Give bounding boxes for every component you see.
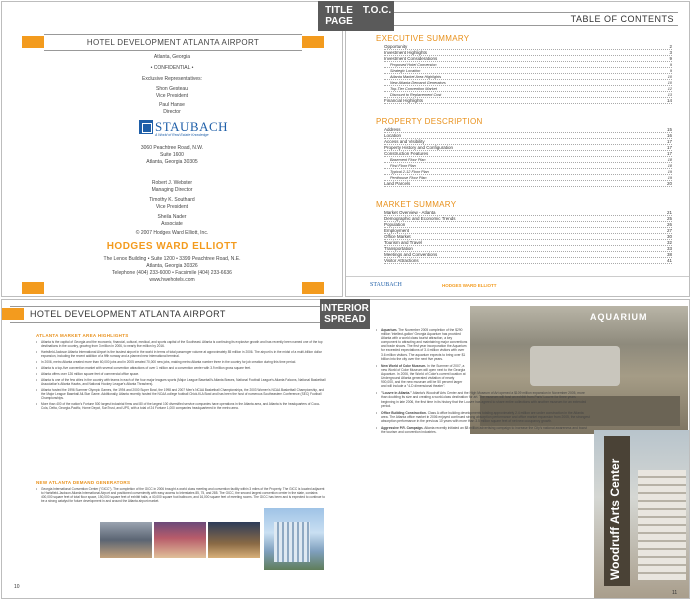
rep2-name: Paul Hanse [159, 102, 185, 108]
toc-entry-label: Financial Highlights [384, 98, 424, 103]
list-item: • Atlanta is one of the few cities in the country with teams in each of the four major leagues sports (Major League Baseball's Atlanta Braves, National Football League's Atlanta Falcons, National Basketball Association's Atlanta Hawks, and National Hockey League's Atlanta Thrashers). [36, 378, 326, 386]
spread-header: HOTEL DEVELOPMENT ATLANTA AIRPORT [10, 306, 330, 323]
toc-entry-label: Penthouse Floor Plan [390, 176, 427, 180]
list-item [376, 328, 468, 361]
list-item: • Atlanta is the capital of Georgia and the economic, financial, cultural, medical, and sports capital of the Southeast. Atlanta is continuing its explosive growth and has recently been named one of the top destinations in the country, growing from 3 million in 2006, to nearly five million by 2016. [36, 340, 326, 348]
toc-entry-page: 32 [666, 240, 672, 245]
toc-entry-label: Basement Floor Plan [390, 158, 426, 162]
list-item [376, 364, 468, 389]
orange-accent-left [22, 36, 44, 48]
list-item: • Atlanta hosted the 1996 Summer Olympic Games, the 1994 and 2000 Super Bowl, the 1998 and 2007 Men's NCAA Basketball Championships, the 2003 Women's NCAA Basketball Championship, and the Major League Baseball All-Star Game. Additionally, Atlanta recently hosted the NCAA college football Chick-fil-A Bowl and has been the host of numerous Southeastern Conference (SEC) Football Championships. [36, 388, 326, 400]
toc-entry-page: 16 [666, 133, 672, 138]
list-item-text: Class A office building developments totaling approximately 2.4 million are under construction in the Atlanta area. The Atlanta office market in 2006 enjoyed continued strong absorption performance and office market expansion from 2005, the strongest absorption performance in the previous 10 years with more than 3.5 million square feet of net new occupancy growth. [381, 410, 590, 423]
toc-entry-page: 18 [667, 158, 672, 162]
toc-entry-page: 9 [669, 69, 672, 73]
section-heading-demand-generators: NEW ATLANTA DEMAND GENERATORS [36, 480, 131, 485]
woodruff-arts-center-photo [594, 430, 690, 598]
toc-entry-page: 26 [666, 222, 672, 227]
toc-entry-label: Visitor Attractions [384, 258, 419, 263]
toc-entry-label: Investment Considerations [384, 56, 438, 61]
toc-entry-label: Construction Features [384, 151, 429, 156]
toc-entry-page: 19 [667, 176, 672, 180]
toc-entry-page: 9 [669, 56, 672, 61]
list-item-text: Atlanta recently initiated an $8 million advertising campaign to increase the City's national awareness and boost the tourism and convention industries. [381, 425, 587, 435]
person2-title: Vice President [155, 204, 189, 210]
toc-entry-page: 30 [666, 234, 672, 239]
list-item-heading: Office Building Construction. [381, 410, 427, 415]
footer-hwe-logo: HODGES WARD ELLIOTT [442, 283, 497, 288]
toc-entry-label: Strategic Location [390, 69, 421, 73]
toc-panel [345, 1, 690, 297]
person3-title: Associate [161, 221, 183, 227]
copyright: © 2007 Hodges Ward Elliott, Inc. [135, 230, 209, 236]
toc-section-title: PROPERTY DESCRIPTION [376, 117, 483, 126]
list-item-text: Atlanta's Woodruff Arts Center and the High Museum of Art opened a $109 million expansion in November 2005, more than doubling its size and creating a world-class destination for art. The museum will host an exhibit from Paris' Louvre for three years beginning in late 2006, the first time in its history that the Louvre has agreed to share entire collections with another museum for an extended period. [381, 391, 587, 408]
list-item [376, 411, 591, 423]
tab-title-page[interactable]: TITLE PAGE [318, 1, 360, 31]
toc-entry-label: First Floor Plan [390, 164, 416, 168]
toc-entry-page: 10 [667, 81, 672, 85]
toc-entry-label: Employment [384, 228, 410, 233]
list-item-heading: New World of Coke Museum. [381, 363, 427, 368]
attractions-list [376, 328, 611, 437]
toc-entry-label: Tourism and Travel [384, 240, 423, 245]
tab-toc[interactable]: T.O.C. [360, 1, 394, 31]
toc-section-title: EXECUTIVE SUMMARY [376, 34, 470, 43]
toc-entry-label: Market Overview - Atlanta [384, 210, 436, 215]
ballroom-photo [154, 522, 206, 558]
toc-entry-label: Meetings and Conventions [384, 252, 438, 257]
convention-center-exterior-photo [264, 508, 324, 570]
list-item-text: The November 2005 completion of the $290 million 'intellect-gallon' Georgia Aquarium has provided Atlanta with a world class tourist attraction, a key component to attracting and maintaining major conventions and trade shows. The first year incorporation the Aquarium for exceeded expectations of 3.4 million visitors with over 3.6 million visitors. The aquarium expects to bring over $1 billion into the city over the next five years. [381, 328, 468, 361]
toc-entry-label: Location [384, 133, 402, 138]
reps-label: Exclusive Representatives: [141, 76, 203, 82]
toc-entry-label: Opportunity [384, 44, 408, 49]
hwe-phone: Telephone (404) 233-6000 • Facsimile (404) 233-6636 [112, 270, 232, 276]
photo-caption: AQUARIUM [590, 312, 648, 322]
toc-entry-label: Land Parcels [384, 181, 411, 186]
confidential-label: • CONFIDENTIAL • [150, 65, 194, 71]
title-location: Atlanta, Georgia [153, 54, 191, 60]
toc-entry-label: Typical 2-12 Floor Plan [390, 170, 429, 174]
toc-list-executive [384, 44, 672, 104]
museum-building [638, 470, 686, 580]
convention-interior-photo [100, 522, 152, 558]
rep2-title: Director [163, 109, 181, 115]
sign-pylon [604, 436, 630, 586]
toc-entry-page: 17 [666, 139, 672, 144]
page-number-right: 11 [672, 590, 678, 596]
rep1-title: Vice President [155, 93, 189, 99]
title-page-panel [1, 1, 343, 297]
footer-staubach-logo: STAUBACH [370, 282, 402, 288]
hwe-logo-text: HODGES WARD ELLIOTT [106, 241, 238, 252]
toc-entry-page: 41 [666, 258, 672, 263]
toc-entry-label: Top-Tier Convention Market [390, 87, 437, 91]
list-item [376, 426, 591, 434]
list-item: • In 2006, metro Atlanta created more than 60,000 jobs and in 2005 created 70,000 new jobs, making metro Atlanta number three in the country for job creation during this time period. [36, 360, 326, 364]
toc-entry-label: Atlanta Market Area Highlights [390, 75, 442, 79]
list-item: • Atlanta is a top-five convention market with several convention attractions of over 1 million and a convention center with 3.9 million gross square feet. [36, 366, 326, 370]
building-facade [274, 522, 310, 562]
list-item [376, 391, 591, 407]
list-item-heading: Aquarium. [381, 328, 398, 332]
person3-name: Sheila Nader [157, 214, 187, 220]
staubach-logo-text: STAUBACH [155, 119, 229, 134]
hall-photo [208, 522, 260, 558]
toc-entry-page: 20 [666, 181, 672, 186]
toc-header: TABLE OF CONTENTS [364, 12, 678, 26]
toc-entry-label: Property History and Configuration [384, 145, 454, 150]
toc-entry-page: 3 [669, 50, 672, 55]
toc-entry-page: 12 [667, 87, 672, 91]
section-heading-market-highlights: ATLANTA MARKET AREA HIGHLIGHTS [36, 333, 129, 338]
title-page-header: HOTEL DEVELOPMENT ATLANTA AIRPORT [44, 34, 302, 51]
toc-entry-label: Address [384, 127, 401, 132]
address-line-1: 3060 Peachtree Road, N.W. [140, 145, 204, 151]
hwe-address-2: Atlanta, Georgia 30326 [146, 263, 198, 269]
person2-name: Timothy K. Southard [149, 197, 195, 203]
woodruff-sign-text: Woodruff Arts Center [608, 458, 622, 580]
toc-entry-label: Investment Highlights [384, 50, 428, 55]
toc-entry-page: 10 [667, 75, 672, 79]
toc-entry-page: 15 [666, 127, 672, 132]
toc-entry-label: Office Market [384, 234, 411, 239]
toc-entry-page: 25 [666, 216, 672, 221]
toc-list-property [384, 127, 672, 187]
toc-entry-page: 2 [669, 44, 672, 49]
toc-entry-label: Access and Visibility [384, 139, 425, 144]
toc-entry-page: 17 [666, 145, 672, 150]
orange-accent-bottom-left [22, 282, 44, 294]
list-item-text: In the Summer of 2007, a new World of Coke Museum will open next to the Georgia Aquarium. In 2006, the World of Coke's current location at Underground Atlanta generated visitation of nearly 900,000, and the new museum will be 50 percent larger and will include a "4-D dimensional theater". [381, 363, 466, 389]
hwe-website: www.hwehotels.com [149, 277, 195, 283]
staubach-logo-icon [139, 120, 153, 134]
toc-entry-label: Population [384, 222, 406, 227]
toc-entry[interactable] [384, 98, 672, 104]
toc-entry-page: 18 [667, 164, 672, 168]
toc-entry-page: 14 [666, 98, 672, 103]
toc-entry-page: 13 [667, 93, 672, 97]
list-item: • Atlanta offers over 126 million square feet of commercial office space. [36, 372, 326, 376]
toc-entry[interactable] [384, 181, 672, 187]
toc-entry-page: 9 [669, 63, 672, 67]
staubach-logo [139, 118, 229, 140]
demand-generators-list [36, 487, 326, 505]
list-item: • More than 400 of the nation's Fortune 500 largest industrial firms and 80 of the largest 100 diversified service companies have operations in the Atlanta area, and Atlanta is the headquarters of Coca-Cola, Delta, Georgia-Pacific, Home Depot, SunTrust, and UPS, with a total of 24 Fortune 1,000 companies headquartered in the metro area. [36, 402, 326, 410]
toc-entry-page: 38 [666, 252, 672, 257]
toc-entry-page: 19 [667, 170, 672, 174]
tab-interior-spread[interactable]: INTERIOR SPREAD [320, 299, 370, 329]
toc-entry-label: Demographic and Economic Trends [384, 216, 456, 221]
rep1-name: Shon Gesteau [156, 86, 188, 92]
toc-entry-label: New Atlanta Demand Generators [390, 81, 446, 85]
toc-entry-page: 33 [666, 246, 672, 251]
market-highlights-list [36, 340, 326, 412]
toc-entry-label: Proposed Hotel Conversion [390, 63, 437, 67]
list-item: • Hartsfield-Jackson Atlanta International Airport is the busiest airport in the world in terms of total passenger volume at approximately 85 million in 2006. The airport is in the midst of a multi-billion dollar expansion, including the recent addition of a fifth runway and a planned new international terminal. [36, 350, 326, 358]
gicc-bullet: • Georgia International Convention Center ("GICC"). The completion of the GICC in 2006 brought a world class meeting and convention facility within 3 miles of the Property. The GICC is located adjacent to Hartsfield-Jackson Atlanta International Airport and positioned conveniently with easy access to Interstates 85, 75, and 285. The GICC, the second largest convention center in the state, contains 400,000 square feet of total floor space, 150,000 square feet of exhibit halls, a 40,000 square foot ballroom, and 16,000 square feet of meeting rooms. The GICC has been and is expected to continue to be a strong catalyst for future development in and around the Atlanta airport market. [36, 487, 326, 503]
hwe-address-1: The Lenox Building • Suite 1200 • 3399 Peachtree Road, N.E. [103, 256, 241, 262]
interior-spread-panel [1, 299, 690, 599]
toc-entry-page: 21 [666, 210, 672, 215]
person1-title: Managing Director [151, 187, 193, 193]
toc-list-market [384, 210, 672, 264]
list-item-heading: Aggressive P.R. Campaign. [381, 425, 424, 430]
toc-entry-page: 27 [666, 228, 672, 233]
address-line-2: Suite 1600 [160, 152, 184, 158]
staubach-tagline: A World of Real Estate Knowledge [155, 133, 209, 137]
address-line-3: Atlanta, Georgia 30305 [146, 159, 198, 165]
person1-name: Robert J. Webster [151, 180, 193, 186]
orange-accent-bottom-right [302, 282, 324, 294]
toc-entry-label: Transportation [384, 246, 413, 251]
list-item-heading: "Louvre in Atlanta." [381, 391, 412, 396]
toc-entry-label: Discount to Replacement Cost [390, 93, 442, 97]
orange-accent-right [302, 36, 324, 48]
page-number-left: 10 [14, 584, 20, 590]
toc-entry[interactable] [384, 258, 672, 264]
toc-footer [346, 276, 689, 296]
toc-section-title: MARKET SUMMARY [376, 200, 457, 209]
toc-entry-page: 17 [666, 151, 672, 156]
